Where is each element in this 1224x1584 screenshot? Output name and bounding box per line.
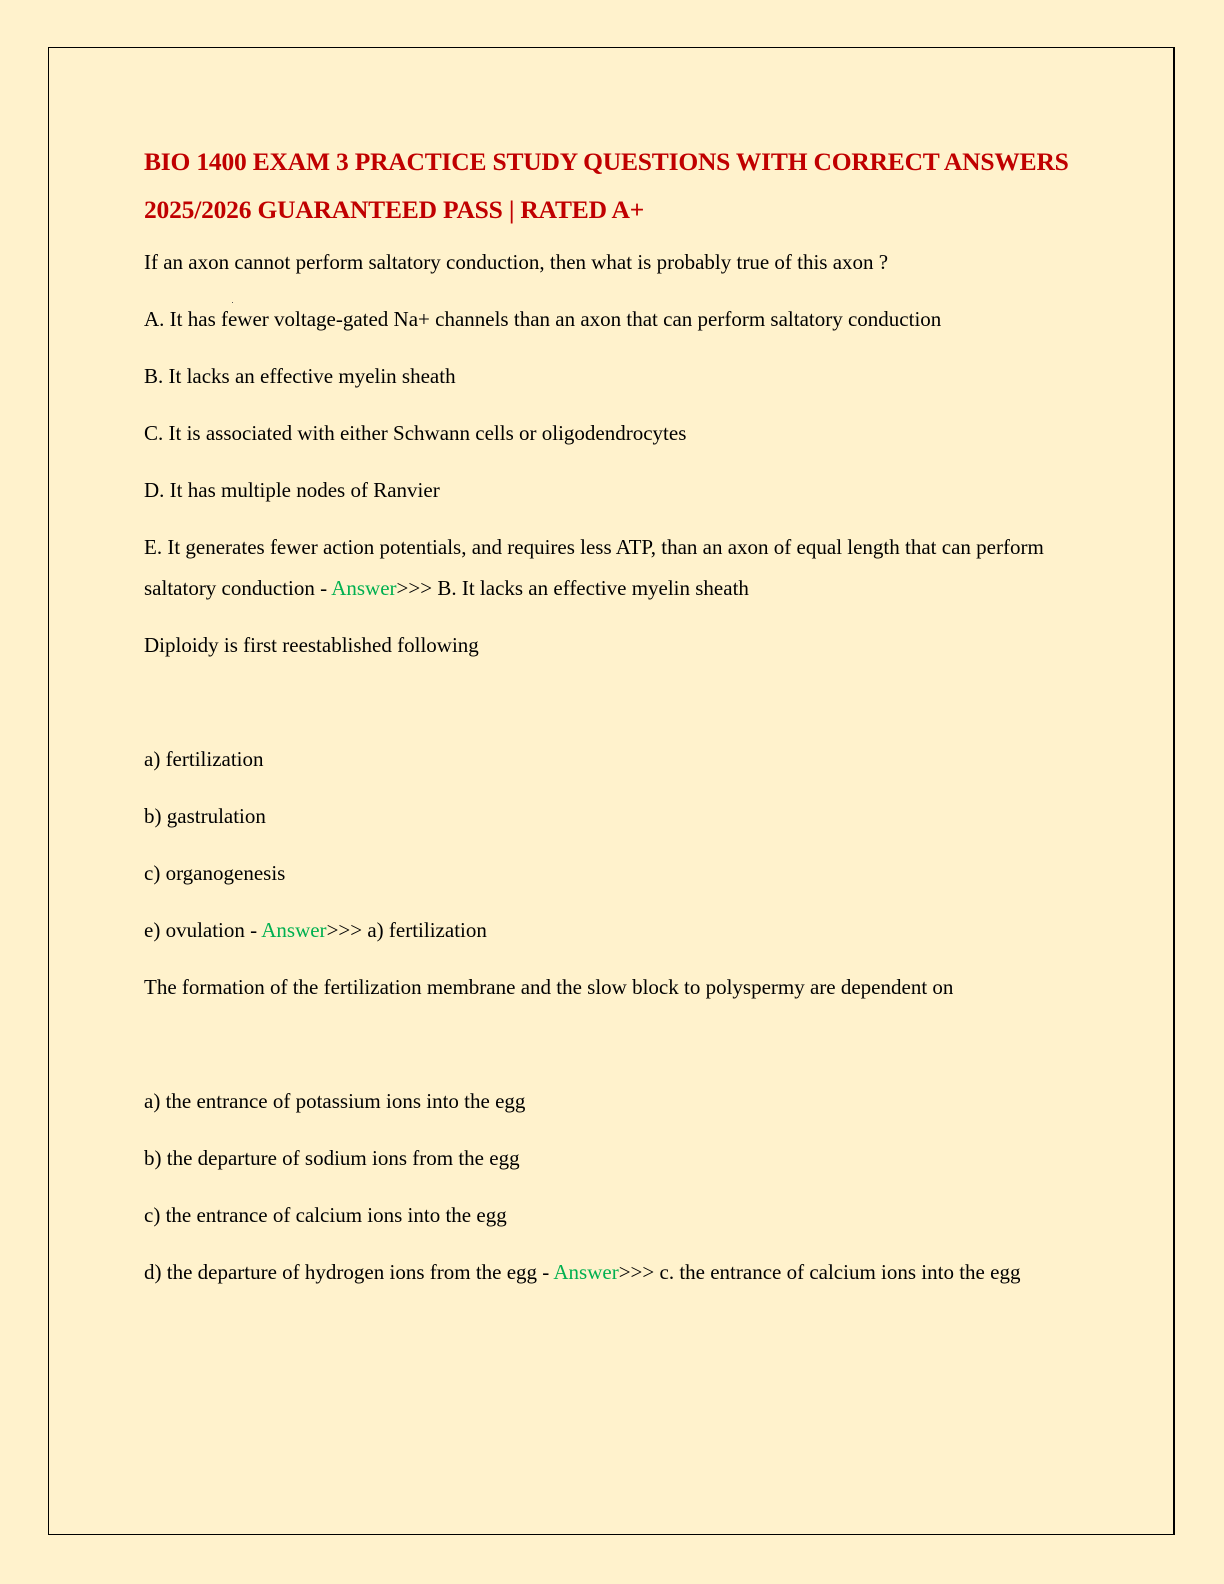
option-with-answer (144, 527, 1084, 609)
option: a) the entrance of potassium ions into the egg (144, 1089, 526, 1113)
option: c) organogenesis (144, 861, 286, 885)
document-title: BIO 1400 EXAM 3 PRACTICE STUDY QUESTIONS WITH CORRECT ANSWERS 2025/2026 GUARANTEED PASS | RATED A+ (144, 147, 1069, 224)
answer-text: >>> c. the entrance of calcium ions into the egg (618, 1260, 1021, 1284)
option-text: e) ovulation - (144, 918, 258, 942)
option-text: E. It generates fewer action potentials, and requires less ATP, than an axon of equal length that can perform saltatory conduction - (144, 535, 1044, 600)
option: c) the entrance of calcium ions into the egg (144, 1203, 507, 1227)
blank-line (144, 1024, 1084, 1065)
question-stem: If an axon cannot perform saltatory conduction, then what is probably true of this axon ? (144, 250, 889, 274)
blank-line (144, 682, 1084, 723)
option: b) gastrulation (144, 804, 266, 828)
question-block (144, 967, 1084, 1293)
answer-text: >>> B. It lacks an effective myelin sheath (396, 576, 749, 600)
option: C. It is associated with either Schwann cells or oligodendrocytes (144, 421, 687, 445)
page-border-right-edge (1173, 47, 1174, 1535)
answer-label: Answer (261, 918, 327, 942)
option: D. It has multiple nodes of Ranvier (144, 478, 440, 502)
option: A. It has fewer voltage-gated Na+ channels than an axon that can perform saltatory conduction (144, 307, 942, 331)
option-with-answer (144, 1252, 1084, 1293)
question-stem: The formation of the fertilization membrane and the slow block to polyspermy are dependent on (144, 975, 954, 999)
option-text: d) the departure of hydrogen ions from the egg - (144, 1260, 550, 1284)
option: B. It lacks an effective myelin sheath (144, 364, 456, 388)
option: a) fertilization (144, 747, 264, 771)
option: b) the departure of sodium ions from the egg (144, 1146, 520, 1170)
question-block (144, 242, 1084, 609)
option-with-answer (144, 910, 1084, 951)
answer-label: Answer (331, 576, 397, 600)
answer-label: Answer (553, 1260, 619, 1284)
document-body (144, 138, 1084, 1309)
question-stem: Diploidy is first reestablished following (144, 633, 479, 657)
question-block (144, 625, 1084, 951)
answer-text: >>> a) fertilization (326, 918, 487, 942)
